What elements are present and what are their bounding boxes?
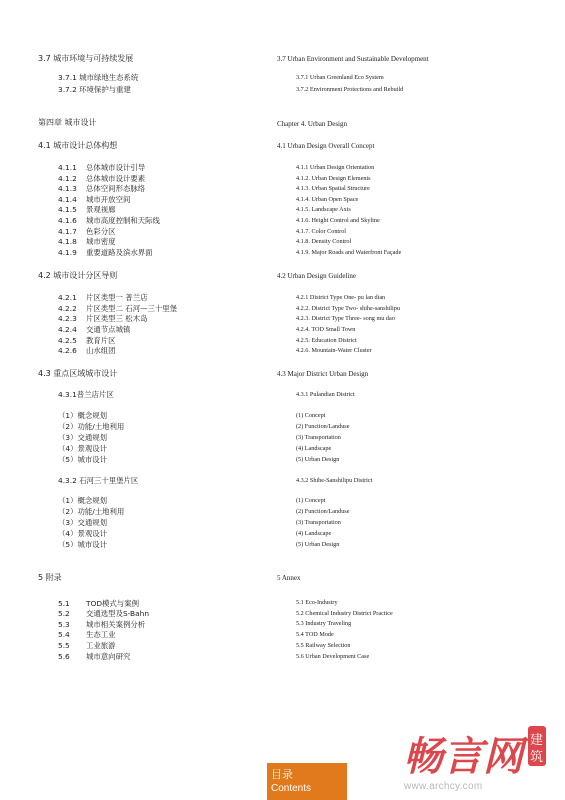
toc-entry-number: 5.1 (58, 599, 70, 608)
toc-entry-text: 3.7.1 城市绿地生态系统 (58, 73, 139, 82)
toc-entry-text: （5）城市设计 (58, 540, 108, 549)
toc-entry-text: 山水组团 (86, 346, 116, 355)
toc-entry-text: 5.5 Railway Selection (296, 642, 351, 649)
toc-entry (296, 654, 369, 660)
toc-entry (58, 423, 124, 430)
toc-entry (58, 164, 145, 171)
svg-text:建: 建 (530, 733, 544, 748)
toc-entry-number: 5.4 (58, 630, 70, 639)
toc-entry-text: （3）交通规划 (58, 433, 108, 442)
toc-entry (296, 621, 351, 627)
toc-entry (296, 520, 341, 526)
toc-entry (296, 348, 372, 354)
toc-entry (296, 600, 338, 606)
toc-entry-text: 5.3 Industry Traveling (296, 620, 352, 627)
toc-entry-text: 4.1.5. Landscape Axis (296, 206, 351, 213)
toc-entry (38, 55, 133, 63)
toc-entry (296, 87, 403, 93)
toc-entry (58, 337, 116, 344)
toc-entry-number: 4.2.3 (58, 314, 77, 323)
toc-entry-number: 4.1.4 (58, 195, 77, 204)
toc-entry (58, 600, 139, 607)
toc-entry-number: 4.1.9 (58, 248, 77, 257)
toc-entry (58, 305, 177, 312)
toc-entry (277, 273, 356, 280)
toc-entry (58, 294, 147, 301)
toc-entry-text: 3.7 城市环境与可持续发展 (38, 54, 134, 63)
toc-entry (38, 119, 97, 127)
toc-entry-text: 4.2 城市设计分区导则 (38, 271, 118, 280)
toc-entry (58, 326, 130, 333)
toc-entry-text: (5) Urban Design (296, 456, 340, 463)
toc-entry-text: 4.2.5. Education District (296, 337, 357, 344)
toc-entry-text: 教育片区 (86, 336, 116, 345)
toc-entry-text: (5) Urban Design (296, 541, 340, 548)
toc-entry (58, 445, 107, 452)
toc-entry (277, 121, 347, 128)
toc-entry (58, 621, 145, 628)
toc-entry (296, 316, 395, 322)
contents-title-zh: 目录 (271, 768, 293, 781)
toc-entry-number: 4.1.6 (58, 216, 77, 225)
toc-entry (58, 206, 116, 213)
toc-entry-text: (4) Landscape (296, 445, 332, 452)
toc-entry-number: 5.5 (58, 641, 70, 650)
toc-entry-text: 4.1.8. Density Control (296, 238, 352, 245)
toc-entry (277, 56, 429, 63)
toc-entry-number: 4.1.8 (58, 237, 77, 246)
toc-entry (296, 176, 371, 182)
toc-entry (277, 143, 374, 150)
toc-entry (58, 477, 138, 484)
toc-entry (296, 207, 351, 213)
toc-entry-text: （1）概念规划 (58, 411, 108, 420)
toc-entry-text: (4) Landscape (296, 530, 332, 537)
toc-entry-text: 5.4 TOD Mode (296, 631, 334, 638)
toc-entry (58, 86, 131, 93)
toc-entry (296, 186, 370, 192)
toc-entry (58, 610, 149, 617)
toc-entry-text: 总体城市设计要素 (86, 174, 146, 183)
toc-entry-text: TOD模式与案例 (86, 599, 139, 608)
toc-entry (296, 75, 384, 81)
toc-entry-number: 4.1.1 (58, 163, 77, 172)
toc-entry-text: 片区类型二 石河—三十里堡 (86, 304, 178, 313)
toc-entry (296, 229, 346, 235)
toc-entry-text: 重要道路及滨水界面 (86, 248, 153, 257)
toc-entry-text: 4.1.1 Urban Design Orientation (296, 164, 375, 171)
toc-entry-text: 5.6 Urban Development Case (296, 653, 370, 660)
toc-entry (58, 347, 116, 354)
toc-entry-text: （5）城市设计 (58, 455, 108, 464)
toc-entry-text: 3.7.2 Environment Protections and Rebuild (296, 86, 404, 93)
toc-entry-text: (1) Concept (296, 497, 326, 504)
toc-entry-text: （2）功能/土地利用 (58, 422, 125, 431)
toc-entry (38, 272, 117, 280)
toc-entry (296, 643, 350, 649)
toc-entry (296, 435, 341, 441)
toc-entry-number: 4.1.3 (58, 184, 77, 193)
toc-entry-text: 4.2 Urban Design Guideline (277, 272, 356, 280)
toc-entry-text: 5 Annex (277, 574, 301, 582)
toc-entry (296, 632, 334, 638)
svg-text:筑: 筑 (530, 750, 544, 765)
toc-entry-text: (1) Concept (296, 412, 326, 419)
toc-entry-text: （4）景观设计 (58, 529, 108, 538)
toc-entry (58, 412, 107, 419)
toc-entry-text: 生态工业 (86, 630, 116, 639)
toc-entry (58, 315, 147, 322)
toc-entry-text: 片区类型一 普兰店 (86, 293, 148, 302)
toc-entry (277, 575, 301, 582)
toc-entry-text: 工业旅游 (86, 641, 116, 650)
toc-entry-text: 4.2.6. Mountain-Water Cluster (296, 347, 372, 354)
toc-entry (58, 434, 107, 441)
toc-entry-text: 色彩分区 (86, 227, 116, 236)
toc-entry (58, 391, 114, 398)
toc-entry-text: 4.2.3. District Type Three- song mu dao (296, 315, 395, 322)
toc-entry-text: 4.1.9. Major Roads and Waterfront Façade (296, 249, 402, 256)
toc-entry-text: 4.3 Major District Urban Design (277, 370, 369, 378)
toc-entry-text: 4.1.7. Color Control (296, 228, 347, 235)
toc-entry (296, 478, 372, 484)
toc-entry-text: （2）功能/土地利用 (58, 507, 125, 516)
toc-entry-text: 交通节点城镇 (86, 325, 131, 334)
watermark-logo (395, 718, 555, 788)
toc-entry-text: 4.1.6. Height Control and Skyline (296, 217, 380, 224)
toc-entry-text: 4.1 Urban Design Overall Concept (277, 142, 375, 150)
toc-entry (58, 497, 107, 504)
toc-entry (58, 196, 130, 203)
toc-entry (58, 74, 138, 81)
toc-entry-text: 城市高度控制和天际线 (86, 216, 160, 225)
toc-entry-text: 景观视廊 (86, 205, 116, 214)
toc-entry (277, 371, 368, 378)
toc-entry-number: 4.2.5 (58, 336, 77, 345)
toc-entry (296, 250, 401, 256)
toc-entry (58, 249, 153, 256)
toc-entry (58, 508, 124, 515)
toc-entry-text: 4.2.1 District Type One- pu lan dian (296, 294, 386, 301)
toc-entry-text: 城市开放空间 (86, 195, 131, 204)
toc-entry (296, 424, 349, 430)
toc-entry-number: 4.1.5 (58, 205, 77, 214)
toc-entry-text: 4.3 重点区域城市设计 (38, 369, 118, 378)
toc-entry (58, 185, 145, 192)
toc-entry (296, 542, 339, 548)
toc-entry-text: 4.3.2 石河三十里堡片区 (58, 476, 139, 485)
watermark-url: www.archcy.com (404, 781, 483, 792)
toc-entry (296, 306, 400, 312)
toc-entry (58, 228, 116, 235)
toc-entry (296, 295, 385, 301)
toc-entry-text: 片区类型三 松木岛 (86, 314, 148, 323)
toc-entry-text: （3）交通规划 (58, 518, 108, 527)
toc-entry (296, 498, 325, 504)
toc-entry-text: 4.3.1普兰店片区 (58, 390, 114, 399)
toc-entry-text: 3.7.2 环境保护与重建 (58, 85, 131, 94)
toc-entry-text: (2) Function/Landuse (296, 508, 350, 515)
toc-entry-number: 4.1.7 (58, 227, 77, 236)
toc-entry (58, 541, 107, 548)
toc-entry-text: 5.1 Eco-Industry (296, 599, 338, 606)
toc-entry (38, 370, 117, 378)
toc-entry (296, 509, 349, 515)
contents-title-en: Contents (271, 783, 312, 794)
toc-entry-text: 4.3.2 Shihe-Sanshilipu District (296, 477, 373, 484)
toc-entry-text: (3) Transportation (296, 434, 341, 441)
toc-entry (58, 456, 107, 463)
svg-text:畅言网: 畅言网 (403, 734, 523, 780)
toc-entry-text: 总体空间形态脉络 (86, 184, 146, 193)
toc-entry-number: 5.6 (58, 652, 70, 661)
toc-entry-text: 4.1.4. Urban Open Space (296, 196, 359, 203)
toc-entry (296, 197, 358, 203)
toc-entry (296, 239, 351, 245)
toc-entry-number: 4.2.4 (58, 325, 77, 334)
toc-entry (296, 327, 355, 333)
toc-entry (58, 631, 116, 638)
toc-entry (58, 519, 107, 526)
toc-entry-text: 4.2.4. TOD Small Town (296, 326, 356, 333)
toc-entry-text: 城市相关案例分析 (86, 620, 146, 629)
toc-entry-text: 5 附录 (38, 573, 62, 582)
toc-entry (296, 338, 357, 344)
toc-entry (58, 175, 145, 182)
toc-entry-text: 总体城市设计引导 (86, 163, 146, 172)
toc-entry-number: 4.2.1 (58, 293, 77, 302)
toc-entry (58, 653, 130, 660)
toc-entry-text: 城市意向研究 (86, 652, 131, 661)
toc-entry-number: 4.2.6 (58, 346, 77, 355)
toc-entry-text: 4.3.1 Pulandian District (296, 391, 355, 398)
toc-entry-number: 5.2 (58, 609, 70, 618)
toc-entry-number: 5.3 (58, 620, 70, 629)
toc-entry (296, 531, 331, 537)
toc-entry-text: 3.7 Urban Environment and Sustainable Development (277, 55, 429, 63)
toc-entry-text: 4.1 城市设计总体构想 (38, 141, 118, 150)
toc-entry-text: 3.7.1 Urban Greenland Eco System (296, 74, 384, 81)
toc-entry (38, 142, 117, 150)
toc-entry-text: 城市密度 (86, 237, 116, 246)
toc-entry-text: 4.2.2. District Type Two- shihe-sanshilipu (296, 305, 400, 312)
toc-entry-text: (3) Transportation (296, 519, 341, 526)
toc-entry (296, 392, 355, 398)
toc-entry-text: 4.1.2. Urban Design Elements (296, 175, 371, 182)
toc-entry (58, 217, 160, 224)
toc-entry-text: (2) Function/Landuse (296, 423, 350, 430)
toc-entry (296, 165, 374, 171)
toc-entry (58, 530, 107, 537)
toc-entry-text: 第四章 城市设计 (38, 118, 97, 127)
toc-entry-number: 4.2.2 (58, 304, 77, 313)
toc-entry (38, 574, 62, 582)
toc-entry-text: 交通选型及S-Bahn (86, 609, 150, 618)
toc-entry (296, 413, 325, 419)
toc-entry (296, 611, 393, 617)
toc-entry-text: 4.1.3. Urban Spatial Structure (296, 185, 370, 192)
toc-entry (296, 457, 339, 463)
toc-entry-text: Chapter 4. Urban Design (277, 120, 347, 128)
toc-entry (296, 218, 380, 224)
toc-entry-number: 4.1.2 (58, 174, 77, 183)
toc-entry (58, 238, 116, 245)
toc-entry-text: （4）景观设计 (58, 444, 108, 453)
toc-entry-text: 5.2 Chemical Industry District Practice (296, 610, 393, 617)
toc-entry-text: （1）概念规划 (58, 496, 108, 505)
toc-entry (296, 446, 331, 452)
toc-entry (58, 642, 116, 649)
